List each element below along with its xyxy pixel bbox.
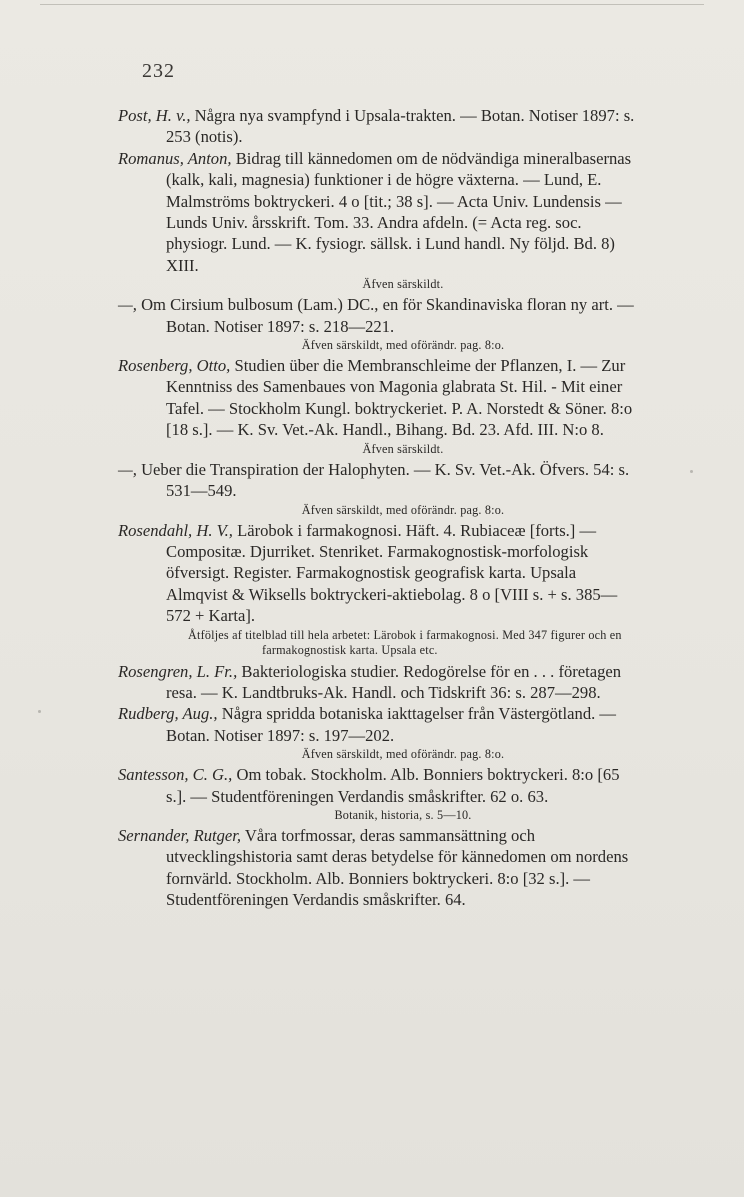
bibliography-list (118, 105, 640, 911)
entry-note: Äfven särskildt, med oförändr. pag. 8:o. (301, 338, 505, 353)
entry-text: Bidrag till kännedomen om de nödvändiga mineralbasernas (kalk, kali, magnesia) funktioner i de högre växterna. — Lund, E. Malmströms boktryckeri. 4 o [tit.; 38 s]. — Acta Univ. Lundensis — Lunds Univ. årsskrift. Tom. 33. Andra afdeln. (= Acta reg. soc. physiogr. Lund. — K. fysiogr. sällsk. i Lund handl. Ny följd. Bd. 8) XIII. (166, 148, 632, 275)
bibliography-entry (118, 459, 640, 502)
entry-text: Våra torfmossar, deras sammansättning och utvecklingshistoria samt deras betydelse för kännedomen om nordens fornvärld. Stockholm. Alb. Bonniers boktryckeri. 8:o [32 s.]. — Studentföreningen Verdandis småskrifter. 64. (166, 825, 629, 910)
entry-text: Ueber die Transpiration der Halophyten. — K. Sv. Vet.-Ak. Öfvers. 54: s. 531—549. (141, 459, 630, 501)
paper-speck (38, 710, 41, 713)
entry-text: Bakteriologiska studier. Redogörelse för en . . . företagen resa. — K. Landtbruks-Ak. Handl. och Tidskrift 36: s. 287—298. (166, 661, 622, 702)
bibliography-entry (118, 105, 640, 148)
bibliography-entry (118, 148, 640, 276)
bibliography-entry (118, 355, 640, 441)
entry-text: Några spridda botaniska iakttagelser från Västergötland. — Botan. Notiser 1897: s. 197—202. (166, 704, 617, 745)
bibliography-entry (118, 703, 640, 746)
entry-author: Sernander, Rutger, (118, 825, 242, 845)
entry-text: Om tobak. Stockholm. Alb. Bonniers boktryckeri. 8:o [65 s.]. — Studentföreningen Verdandis småskrifter. 62 o. 63. (166, 765, 620, 806)
bibliography-entry (118, 661, 640, 704)
entry-note: Äfven särskildt. (362, 277, 444, 292)
entry-note: Äfven särskildt, med oförändr. pag. 8:o. (301, 747, 505, 762)
entry-author: Rosenberg, Otto, (118, 356, 231, 376)
entry-note: Botanik, historia, s. 5—10. (334, 807, 472, 822)
entry-note: Äfven särskildt. (362, 441, 444, 456)
entry-author: Rosendahl, H. V., (118, 520, 233, 540)
entry-text: Några nya svampfynd i Upsala-trakten. — Botan. Notiser 1897: s. 253 (notis). (166, 106, 635, 147)
paper-speck (690, 470, 693, 473)
entry-author: Romanus, Anton, (118, 148, 232, 168)
bibliography-entry (118, 825, 640, 911)
page-edge-rule (40, 4, 704, 5)
entry-author: —, (118, 459, 137, 479)
entry-author: Rudberg, Aug., (118, 704, 218, 724)
entry-text: Studien über die Membranschleime der Pflanzen, I. — Zur Kenntniss des Samenbaues von Magonia glabrata St. Hil. - Mit einer Tafel. — Stockholm Kungl. boktryckeriet. P. A. Norstedt & Söner. 8:o [18 s.]. — K. Sv. Vet.-Ak. Handl., Bihang. Bd. 23. Afd. III. N:o 8. (166, 356, 633, 440)
entry-author: Rosengren, L. Fr., (118, 661, 238, 681)
entry-author: Santesson, C. G., (118, 765, 233, 785)
page-number: 232 (142, 60, 175, 82)
entry-text: Om Cirsium bulbosum (Lam.) DC., en för Skandinaviska floran ny art. — Botan. Notiser 1897: s. 218—221. (141, 295, 634, 336)
entry-author: Post, H. v., (118, 106, 191, 125)
entry-note: Åtföljes af titelblad till hela arbetet: Lärobok i farmakognosi. Med 347 figurer och en farmakognostisk karta. Upsala etc. (188, 627, 622, 657)
entry-author: —, (118, 295, 137, 315)
entry-note: Äfven särskildt, med oförändr. pag. 8:o. (301, 502, 505, 517)
bibliography-entry (118, 520, 640, 627)
entry-text: Lärobok i farmakognosi. Häft. 4. Rubiaceæ [forts.] — Compositæ. Djurriket. Stenriket. Farmakognostisk-morfologisk öfversigt. Register. Farmakognostisk geografisk karta. Upsala Almqvist & Wiksells boktryckeri-aktiebolag. 8 o [VIII s. + s. 385—572 + Karta]. (166, 520, 618, 626)
bibliography-entry (118, 294, 640, 337)
bibliography-entry (118, 764, 640, 807)
